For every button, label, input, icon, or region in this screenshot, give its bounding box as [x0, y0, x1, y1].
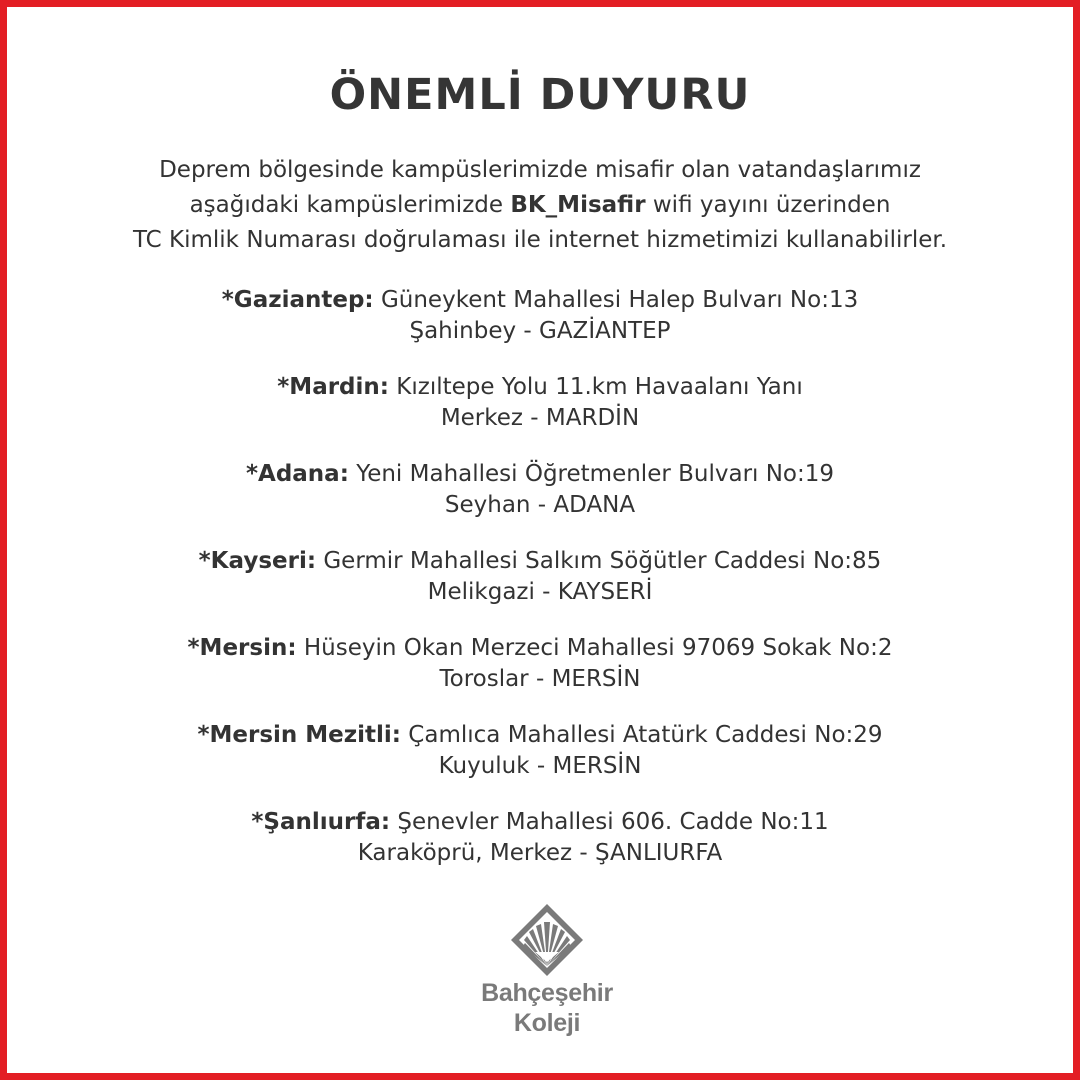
- campus-address-line: [47, 285, 1033, 316]
- logo-line-2: Koleji: [513, 1009, 581, 1037]
- campus-address-line: [47, 720, 1033, 751]
- campus-district: Melikgazi - KAYSERİ: [427, 579, 653, 605]
- campus-name: *Gaziantep:: [221, 287, 374, 313]
- campus-name: *Mersin Mezitli:: [197, 722, 401, 748]
- campus-address: Kızıltepe Yolu 11.km Havaalanı Yanı: [388, 374, 803, 400]
- intro-text: [47, 153, 1033, 258]
- campus-item-gaziantep: [47, 285, 1033, 372]
- bahcesehir-logo: [447, 902, 647, 1052]
- intro-line-1: Deprem bölgesinde kampüslerimizde misafir olan vatandaşlarımız: [159, 157, 921, 183]
- campus-name: *Kayseri:: [198, 548, 317, 574]
- intro-line-2-start: aşağıdaki kampüslerimizde: [189, 192, 511, 218]
- campus-item-adana: [47, 459, 1033, 546]
- campus-item-mersin: [47, 633, 1033, 720]
- campus-district: Merkez - MARDİN: [440, 405, 640, 431]
- campus-item-mersin-mezitli: [47, 720, 1033, 807]
- intro-line-2: [47, 188, 1033, 223]
- intro-line-2-end: wifi yayını üzerinden: [645, 192, 891, 218]
- campus-address: Hüseyin Okan Merzeci Mahallesi 97069 Sokak No:2: [296, 635, 893, 661]
- starburst-diamond-icon: [509, 902, 585, 978]
- campus-district: Kuyuluk - MERSİN: [438, 753, 642, 779]
- campus-name: *Şanlıurfa:: [251, 809, 391, 835]
- campus-district: Toroslar - MERSİN: [439, 666, 641, 692]
- campus-item-sanliurfa: [47, 807, 1033, 894]
- campus-district: Şahinbey - GAZİANTEP: [409, 318, 671, 344]
- campus-name: *Adana:: [245, 461, 349, 487]
- campus-address-line: [47, 633, 1033, 664]
- intro-line-3: TC Kimlik Numarası doğrulaması ile internet hizmetimizi kullanabilirler.: [132, 227, 948, 253]
- campus-item-kayseri: [47, 546, 1033, 633]
- wifi-network-name: BK_Misafir: [510, 192, 646, 218]
- campus-address: Güneykent Mahallesi Halep Bulvarı No:13: [373, 287, 859, 313]
- page-title: ÖNEMLİ DUYURU: [329, 70, 751, 120]
- campus-address-line: [47, 807, 1033, 838]
- campus-address: Yeni Mahallesi Öğretmenler Bulvarı No:19: [348, 461, 835, 487]
- campus-list: [47, 285, 1033, 894]
- logo-line-1: Bahçeşehir: [481, 979, 613, 1007]
- campus-address: Şenevler Mahallesi 606. Cadde No:11: [390, 809, 829, 835]
- campus-name: *Mersin:: [187, 635, 297, 661]
- campus-address-line: [47, 546, 1033, 577]
- campus-address: Germir Mahallesi Salkım Söğütler Caddesi No:85: [316, 548, 882, 574]
- campus-district: Karaköprü, Merkez - ŞANLIURFA: [357, 840, 723, 866]
- campus-address-line: [47, 459, 1033, 490]
- campus-address: Çamlıca Mahallesi Atatürk Caddesi No:29: [401, 722, 883, 748]
- campus-item-mardin: [47, 372, 1033, 459]
- campus-name: *Mardin:: [277, 374, 389, 400]
- campus-address-line: [47, 372, 1033, 403]
- campus-district: Seyhan - ADANA: [444, 492, 636, 518]
